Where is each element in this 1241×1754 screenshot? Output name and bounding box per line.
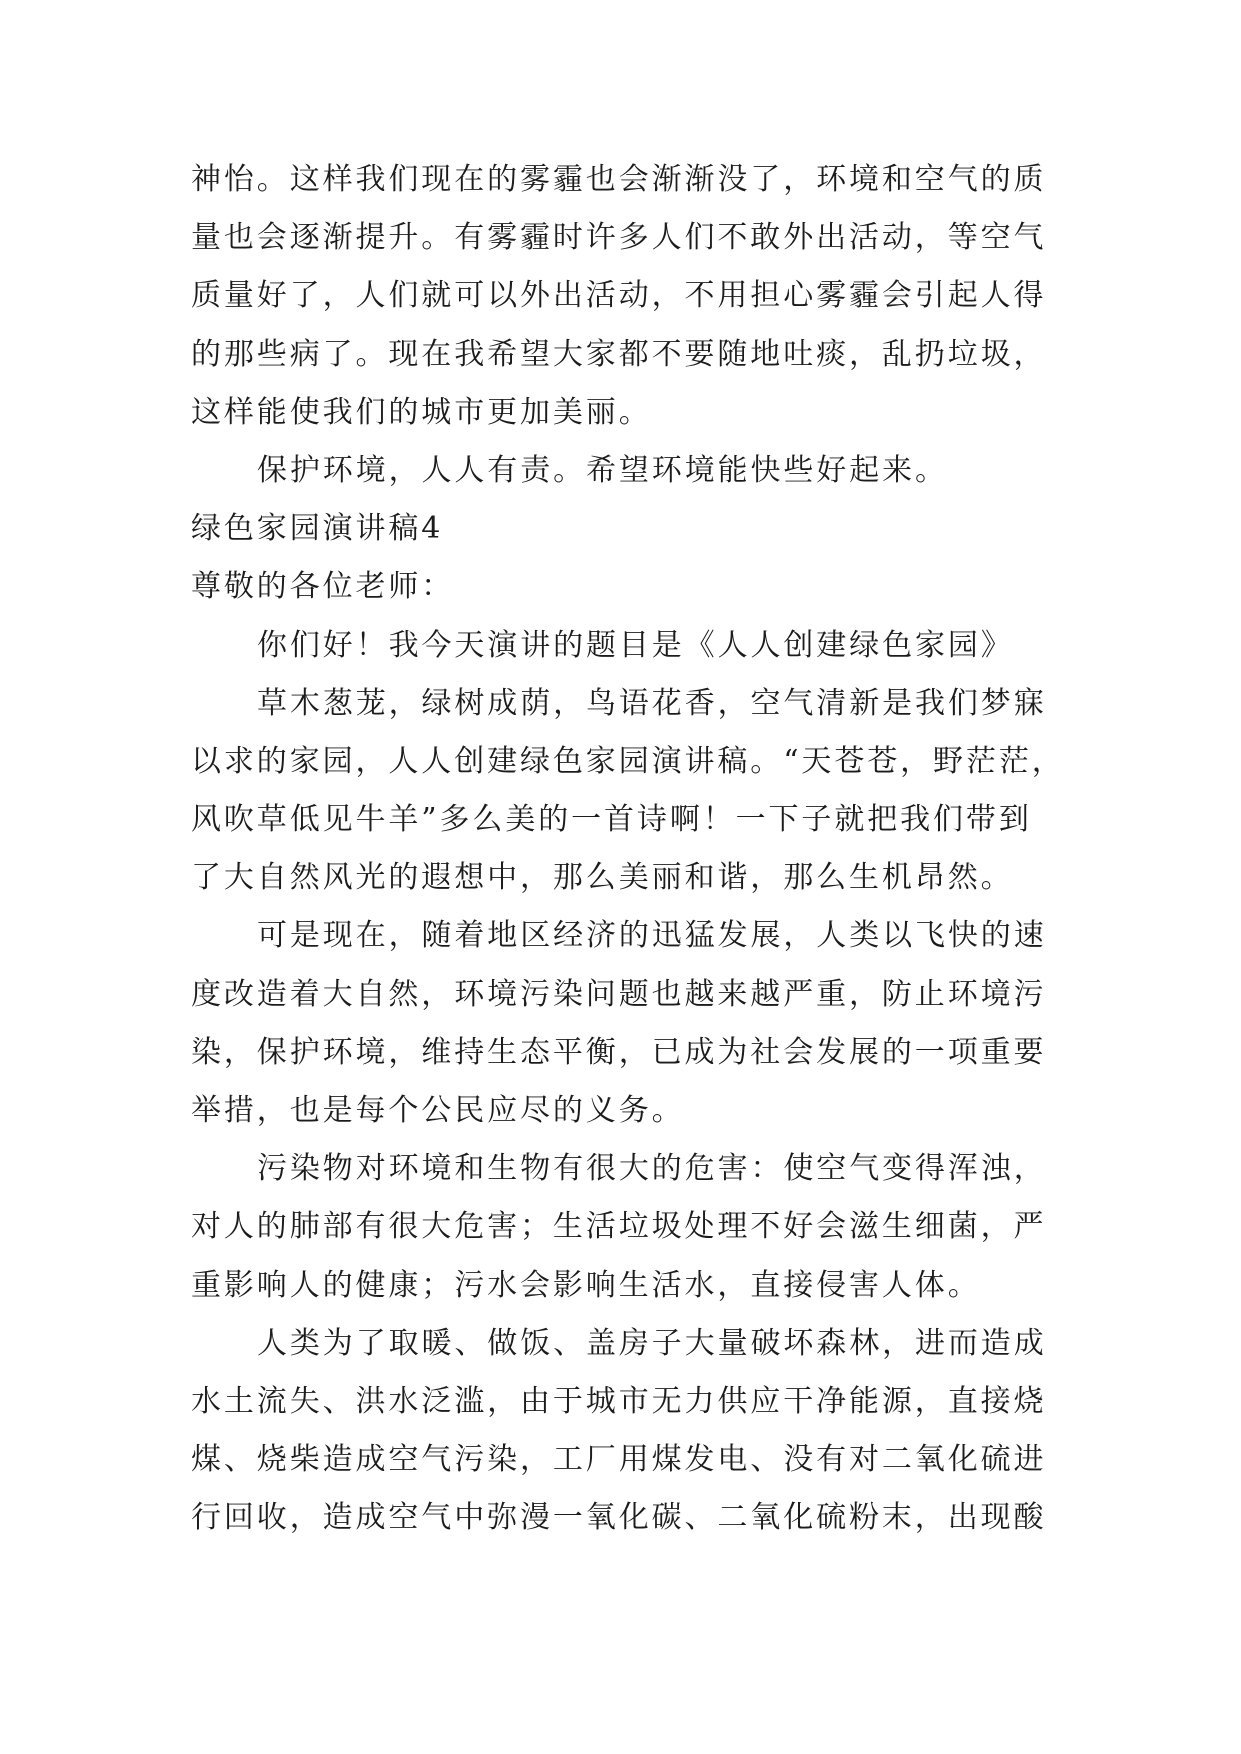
text-line: 对人的肺部有很大危害；生活垃圾处理不好会滋生细菌，严 [191, 1209, 1047, 1245]
document-body [191, 151, 1091, 1548]
section-title-text: 绿色家园演讲稿4 [191, 511, 444, 547]
text-line: 量也会逐渐提升。有雾霾时许多人们不敢外出活动，等空气 [191, 220, 1047, 256]
section-title [191, 500, 1091, 558]
text-line: 的那些病了。现在我希望大家都不要随地吐痰，乱扔垃圾， [191, 336, 1047, 372]
text-line: 行回收，造成空气中弥漫一氧化碳、二氧化硫粉末，出现酸 [191, 1500, 1047, 1536]
text-line: 煤、烧柴造成空气污染，工厂用煤发电、没有对二氧化硫进 [191, 1442, 1047, 1478]
text-line: 以求的家园，人人创建绿色家园演讲稿。“天苍苍，野茫茫， [191, 743, 1065, 779]
text-line: 你们好！我今天演讲的题目是《人人创建绿色家园》 [257, 627, 1014, 663]
paragraph [191, 907, 1091, 1140]
text-line: 神怡。这样我们现在的雾霾也会渐渐没了，环境和空气的质 [191, 162, 1047, 197]
text-line: 了大自然风光的遐想中，那么美丽和谐，那么生机昂然。 [191, 860, 1014, 896]
salutation-text: 尊敬的各位老师： [191, 569, 455, 605]
paragraph [191, 442, 1091, 500]
text-line: 质量好了，人们就可以外出活动，不用担心雾霾会引起人得 [191, 278, 1047, 314]
text-line: 这样能使我们的城市更加美丽。 [191, 394, 652, 430]
text-line: 人类为了取暖、做饭、盖房子大量破坏森林，进而造成 [257, 1325, 1047, 1361]
paragraph [191, 675, 1091, 908]
paragraph [191, 1140, 1091, 1315]
paragraph-continued [191, 151, 1091, 442]
text-line: 重影响人的健康；污水会影响生活水，直接侵害人体。 [191, 1267, 981, 1303]
salutation [191, 558, 1091, 616]
text-line: 风吹草低见牛羊”多么美的一首诗啊！一下子就把我们带到 [191, 802, 1032, 838]
text-line: 举措，也是每个公民应尽的义务。 [191, 1093, 685, 1128]
text-line: 度改造着大自然，环境污染问题也越来越严重，防止环境污 [191, 976, 1047, 1012]
paragraph [191, 1315, 1091, 1548]
paragraph [191, 617, 1091, 675]
text-line: 保护环境，人人有责。希望环境能快些好起来。 [257, 452, 948, 488]
text-line: 染，保护环境，维持生态平衡，已成为社会发展的一项重要 [191, 1034, 1047, 1070]
text-line: 草木葱茏，绿树成荫，鸟语花香，空气清新是我们梦寐 [257, 685, 1047, 721]
text-line: 污染物对环境和生物有很大的危害：使空气变得浑浊， [257, 1151, 1047, 1187]
text-line: 水土流失、洪水泛滥，由于城市无力供应干净能源，直接烧 [191, 1383, 1047, 1419]
text-line: 可是现在，随着地区经济的迅猛发展，人类以飞快的速 [257, 918, 1047, 954]
